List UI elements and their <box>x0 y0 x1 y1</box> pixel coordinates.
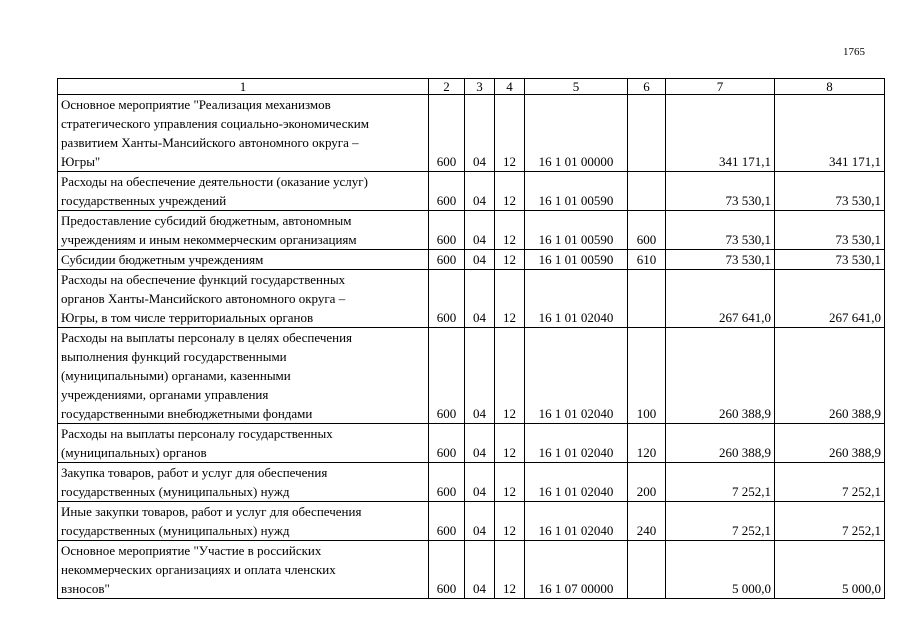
column-header-7: 7 <box>666 79 775 95</box>
row-admin-code-cell: 600 <box>429 95 465 172</box>
table-row <box>58 328 885 424</box>
row-section-cell: 04 <box>465 270 495 328</box>
row-target-article-cell: 16 1 01 00590 <box>525 250 628 270</box>
row-subsection-cell: 12 <box>495 424 525 463</box>
row-subsection-cell: 12 <box>495 328 525 424</box>
row-amount-year2-cell: 341 171,1 <box>775 95 885 172</box>
row-amount-year1-cell: 73 530,1 <box>666 211 775 250</box>
row-target-article-cell: 16 1 01 02040 <box>525 502 628 541</box>
row-expense-type-cell: 120 <box>628 424 666 463</box>
row-target-article-cell: 16 1 01 02040 <box>525 270 628 328</box>
table-row <box>58 95 885 172</box>
row-expense-type-cell <box>628 270 666 328</box>
row-expense-type-cell <box>628 95 666 172</box>
header-row <box>58 79 885 95</box>
row-amount-year1-cell: 7 252,1 <box>666 502 775 541</box>
row-amount-year1-cell: 73 530,1 <box>666 172 775 211</box>
row-target-article-cell: 16 1 01 00590 <box>525 172 628 211</box>
row-amount-year1-cell: 5 000,0 <box>666 541 775 599</box>
row-name-cell: Предоставление субсидий бюджетным, автономным учреждениям и иным некоммерческим организациям <box>58 211 429 250</box>
row-name-cell: Расходы на обеспечение функций государственных органов Ханты-Мансийского автономного округа – Югры, в том числе территориальных органов <box>58 270 429 328</box>
row-admin-code-cell: 600 <box>429 270 465 328</box>
row-section-cell: 04 <box>465 328 495 424</box>
row-subsection-cell: 12 <box>495 172 525 211</box>
row-name-cell: Расходы на выплаты персоналу в целях обеспечения выполнения функций государственными (муниципальными) органами, казенными учреждениями, органами управления государственными внебюджетными фондами <box>58 328 429 424</box>
row-subsection-cell: 12 <box>495 95 525 172</box>
table-row <box>58 211 885 250</box>
row-expense-type-cell: 610 <box>628 250 666 270</box>
row-amount-year2-cell: 73 530,1 <box>775 172 885 211</box>
row-amount-year2-cell: 73 530,1 <box>775 250 885 270</box>
row-amount-year2-cell: 267 641,0 <box>775 270 885 328</box>
row-amount-year2-cell: 7 252,1 <box>775 502 885 541</box>
row-amount-year1-cell: 267 641,0 <box>666 270 775 328</box>
row-amount-year2-cell: 7 252,1 <box>775 463 885 502</box>
row-amount-year2-cell: 73 530,1 <box>775 211 885 250</box>
row-section-cell: 04 <box>465 463 495 502</box>
row-section-cell: 04 <box>465 211 495 250</box>
row-admin-code-cell: 600 <box>429 250 465 270</box>
row-amount-year1-cell: 260 388,9 <box>666 328 775 424</box>
column-header-5: 5 <box>525 79 628 95</box>
row-admin-code-cell: 600 <box>429 328 465 424</box>
row-name-cell: Расходы на обеспечение деятельности (оказание услуг) государственных учреждений <box>58 172 429 211</box>
row-subsection-cell: 12 <box>495 211 525 250</box>
column-header-6: 6 <box>628 79 666 95</box>
row-amount-year1-cell: 260 388,9 <box>666 424 775 463</box>
row-subsection-cell: 12 <box>495 270 525 328</box>
row-section-cell: 04 <box>465 172 495 211</box>
column-header-4: 4 <box>495 79 525 95</box>
table-row <box>58 172 885 211</box>
row-expense-type-cell: 600 <box>628 211 666 250</box>
row-target-article-cell: 16 1 01 00000 <box>525 95 628 172</box>
row-section-cell: 04 <box>465 95 495 172</box>
table-row <box>58 270 885 328</box>
row-amount-year2-cell: 5 000,0 <box>775 541 885 599</box>
row-admin-code-cell: 600 <box>429 424 465 463</box>
budget-table <box>57 78 885 599</box>
row-target-article-cell: 16 1 07 00000 <box>525 541 628 599</box>
row-amount-year1-cell: 7 252,1 <box>666 463 775 502</box>
table-row <box>58 424 885 463</box>
row-amount-year1-cell: 73 530,1 <box>666 250 775 270</box>
row-subsection-cell: 12 <box>495 250 525 270</box>
row-admin-code-cell: 600 <box>429 502 465 541</box>
row-target-article-cell: 16 1 01 02040 <box>525 328 628 424</box>
row-subsection-cell: 12 <box>495 541 525 599</box>
column-header-2: 2 <box>429 79 465 95</box>
row-expense-type-cell: 100 <box>628 328 666 424</box>
row-expense-type-cell: 240 <box>628 502 666 541</box>
row-section-cell: 04 <box>465 424 495 463</box>
column-header-8: 8 <box>775 79 885 95</box>
row-subsection-cell: 12 <box>495 463 525 502</box>
row-name-cell: Основное мероприятие "Участие в российских некоммерческих организациях и оплата членских взносов" <box>58 541 429 599</box>
row-amount-year2-cell: 260 388,9 <box>775 424 885 463</box>
row-admin-code-cell: 600 <box>429 541 465 599</box>
row-amount-year2-cell: 260 388,9 <box>775 328 885 424</box>
row-target-article-cell: 16 1 01 00590 <box>525 211 628 250</box>
table-row <box>58 463 885 502</box>
row-admin-code-cell: 600 <box>429 172 465 211</box>
row-expense-type-cell: 200 <box>628 463 666 502</box>
table-row <box>58 502 885 541</box>
table-row <box>58 541 885 599</box>
row-amount-year1-cell: 341 171,1 <box>666 95 775 172</box>
row-name-cell: Субсидии бюджетным учреждениям <box>58 250 429 270</box>
row-subsection-cell: 12 <box>495 502 525 541</box>
row-name-cell: Иные закупки товаров, работ и услуг для обеспечения государственных (муниципальных) нужд <box>58 502 429 541</box>
row-name-cell: Закупка товаров, работ и услуг для обеспечения государственных (муниципальных) нужд <box>58 463 429 502</box>
row-section-cell: 04 <box>465 502 495 541</box>
page-number: 1765 <box>843 46 865 58</box>
column-header-1: 1 <box>58 79 429 95</box>
table-body <box>58 95 885 599</box>
row-name-cell: Основное мероприятие "Реализация механизмов стратегического управления социально-экономическим развитием Ханты-Мансийского автономного округа – Югры" <box>58 95 429 172</box>
row-admin-code-cell: 600 <box>429 211 465 250</box>
row-target-article-cell: 16 1 01 02040 <box>525 463 628 502</box>
row-admin-code-cell: 600 <box>429 463 465 502</box>
row-target-article-cell: 16 1 01 02040 <box>525 424 628 463</box>
table-row <box>58 250 885 270</box>
row-name-cell: Расходы на выплаты персоналу государственных (муниципальных) органов <box>58 424 429 463</box>
row-section-cell: 04 <box>465 250 495 270</box>
row-expense-type-cell <box>628 172 666 211</box>
column-header-3: 3 <box>465 79 495 95</box>
row-section-cell: 04 <box>465 541 495 599</box>
row-expense-type-cell <box>628 541 666 599</box>
